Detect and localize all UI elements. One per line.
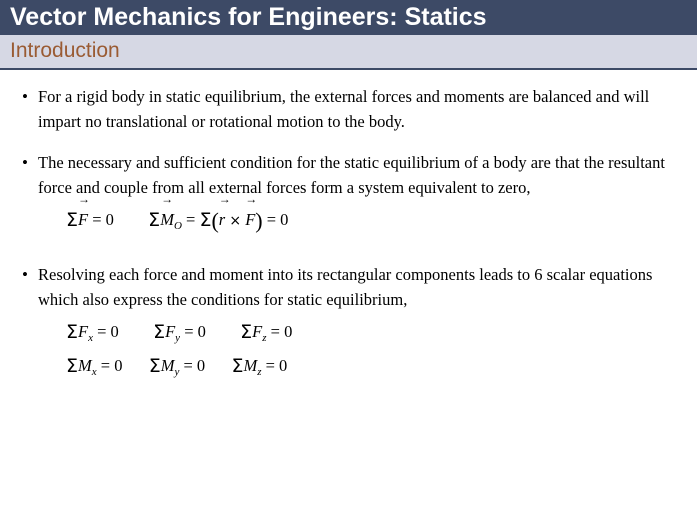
bullet-marker: • <box>22 265 28 284</box>
bullet-text: The necessary and sufficient condition for the static equilibrium of a body are that the resultant force and couple from all external forces form a system equivalent to zero, <box>38 153 665 197</box>
equation-group-vector <box>66 206 675 240</box>
axis-subscript: y <box>174 366 180 378</box>
equation-rhs: = 0 <box>184 322 206 341</box>
axis-subscript: y <box>175 332 181 344</box>
equation-line-moments <box>66 352 675 386</box>
axis-subscript: z <box>262 332 267 344</box>
paren-close: ) <box>255 208 263 233</box>
moment-symbol: M <box>160 356 175 375</box>
bullet-text: Resolving each force and moment into its rectangular components leads to 6 scalar equations which also express the conditions for static equilibrium, <box>38 265 653 309</box>
equation-moment-x <box>66 352 122 386</box>
moment-subscript: O <box>173 220 182 232</box>
equation-line <box>66 206 675 240</box>
bullet-text: For a rigid body in static equilibrium, the external forces and moments are balanced and will impart no translational or rotational motion to the body. <box>38 87 650 131</box>
sigma-symbol: Σ <box>199 209 212 231</box>
force-symbol: F <box>252 322 263 341</box>
sigma-symbol: Σ <box>66 321 79 343</box>
equation-force-y <box>153 318 206 352</box>
spacer <box>22 250 675 262</box>
equation-rhs: = 0 <box>270 322 293 341</box>
equation-line-forces <box>66 318 675 352</box>
sigma-symbol: Σ <box>66 209 79 231</box>
equation-rhs: = 0 <box>183 356 206 375</box>
equation-sum-moment <box>148 206 288 240</box>
equation-rhs: = 0 <box>92 210 114 229</box>
position-vector-symbol: r → <box>219 206 225 234</box>
force-vector-symbol: F → <box>245 206 255 234</box>
bullet-item <box>22 150 675 200</box>
spacer <box>22 138 675 150</box>
force-symbol: F <box>165 322 176 341</box>
sigma-symbol: Σ <box>153 321 166 343</box>
axis-subscript: x <box>88 332 93 344</box>
equation-moment-z <box>231 352 287 386</box>
equation-force-z <box>240 318 292 352</box>
bullet-marker: • <box>22 153 28 172</box>
slide-subtitle: Introduction <box>0 35 697 70</box>
sigma-symbol: Σ <box>148 209 161 231</box>
equation-force-x <box>66 318 119 352</box>
equation-rhs: = 0 <box>100 356 123 375</box>
slide-body <box>0 70 697 386</box>
paren-open: ( <box>211 208 219 233</box>
force-symbol: F <box>78 322 89 341</box>
equation-rhs: = 0 <box>97 322 119 341</box>
sigma-symbol: Σ <box>66 355 79 377</box>
bullet-item <box>22 84 675 134</box>
equation-group-scalar <box>66 318 675 386</box>
bullet-marker: • <box>22 87 28 106</box>
sigma-symbol: Σ <box>231 355 244 377</box>
axis-subscript: x <box>91 366 97 378</box>
equation-rhs: = 0 <box>265 356 288 375</box>
equation-rhs: = 0 <box>266 210 289 229</box>
moment-symbol: M <box>78 356 92 375</box>
force-vector-symbol: F → <box>78 206 88 234</box>
equals-sign: = <box>186 210 196 229</box>
moment-symbol: M <box>243 356 258 375</box>
cross-product-symbol: × <box>229 213 242 229</box>
equation-moment-y <box>149 352 205 386</box>
bullet-item <box>22 262 675 312</box>
slide-title: Vector Mechanics for Engineers: Statics <box>0 0 697 35</box>
sigma-symbol: Σ <box>148 355 161 377</box>
equation-sum-force <box>66 206 114 234</box>
moment-vector-symbol: M → <box>160 206 174 234</box>
axis-subscript: z <box>257 366 262 378</box>
sigma-symbol: Σ <box>240 321 253 343</box>
